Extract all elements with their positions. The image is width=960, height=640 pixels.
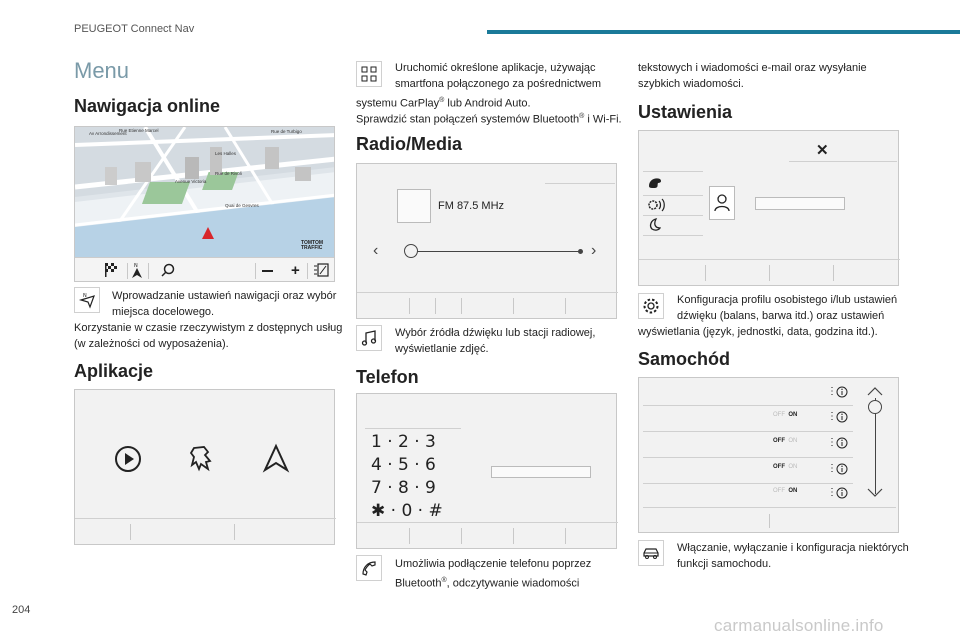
navigation-arrow-icon [78,291,96,309]
map-label: Av Arrondissement [89,131,127,136]
more-options-icon[interactable]: ⋮ [827,437,837,448]
svg-text:N: N [134,263,138,269]
search-location-icon[interactable] [161,263,175,277]
settings-screen [638,130,899,286]
watermark: carmanualsonline.info [714,616,884,635]
more-options-icon[interactable]: ⋮ [827,487,837,498]
night-mode-icon[interactable] [647,218,661,232]
info-icon[interactable] [836,463,848,475]
phone-heading: Telefon [356,367,419,387]
info-icon[interactable] [836,487,848,499]
apps-desc-line: smartfona połączonego za pośrednictwem [395,78,602,90]
gear-icon [642,297,660,315]
phone-desc-line: Bluetooth®, odczytywanie wiadomości [395,577,580,590]
profile-tile[interactable] [709,186,735,220]
phone-screen [356,393,617,549]
car-desc-line: Włączanie, wyłączanie i konfiguracja niektórych [677,542,909,554]
car-desc-line: funkcji samochodu. [677,558,772,570]
zoom-in-icon[interactable]: + [291,262,300,279]
radio-screen [356,163,617,319]
keypad-row[interactable]: ✱ · 0 · # [371,501,443,521]
feature-toggle-off[interactable]: OFF ON [773,464,798,470]
nav-desc-line: Korzystanie w czasie rzeczywistym z dostępnych usług [74,322,343,334]
next-station-icon[interactable]: › [591,242,597,259]
scrollbar-handle[interactable] [868,400,882,414]
radio-desc-line: Wybór źródła dźwięku lub stacji radiowej, [395,327,596,339]
traffic-label: TOMTOM TRAFFIC [301,240,324,251]
phone-desc-line: Umożliwia podłączenie telefonu poprzez [395,558,592,570]
radio-heading: Radio/Media [356,134,463,154]
apps-screen [74,389,335,545]
radio-desc-line: wyświetlanie zdjęć. [395,343,489,355]
header-bar [487,30,960,34]
radio-icon-box [356,325,382,351]
nav-icon-box [74,287,100,313]
apps-grid-icon [360,65,378,83]
flag-icon[interactable] [105,263,119,277]
info-icon[interactable] [836,437,848,449]
phone-icon [360,559,378,577]
scroll-down-icon[interactable] [867,488,883,498]
car-icon-box [638,540,664,566]
phone-desc-line: szybkich wiadomości. [638,78,744,90]
car-screen [638,377,899,533]
profile-name-field [755,197,845,210]
apps-icon-box [356,61,382,87]
map-label: Quai de Gesvres [225,203,259,208]
feature-toggle-off[interactable]: OFF ON [773,438,798,444]
settings-heading: Ustawienia [638,102,733,122]
map-label: Rue Etienne Marcel [119,128,159,133]
nav-desc-line: (w zależności od wyposażenia). [74,338,229,350]
map-label: Les Halles [215,151,237,156]
keypad-row[interactable]: 1 · 2 · 3 [371,432,436,452]
prev-station-icon[interactable]: ‹ [373,242,379,259]
more-options-icon[interactable]: ⋮ [827,411,837,422]
zoom-out-icon[interactable] [262,270,273,272]
phone-display-field [491,466,591,478]
android-auto-icon[interactable] [262,443,290,473]
settings-desc-line: dźwięku (balans, barwa itd.) oraz ustawień [677,310,885,322]
nav-screen [74,126,335,282]
apps-desc-line: systemu CarPlay® lub Android Auto. [356,97,531,110]
phone-icon-box [356,555,382,581]
map-menu-icon[interactable] [313,263,329,277]
apps-desc-line: Uruchomić określone aplikacje, używając [395,62,596,74]
car-heading: Samochód [638,349,731,369]
music-note-icon [360,329,378,347]
station-artwork [397,189,431,223]
nav-toolbar [75,257,335,282]
nav-map [75,127,335,257]
menu-title: Menu [74,58,130,83]
frequency-slider-handle[interactable] [404,244,418,258]
apps-desc-line: Sprawdzić stan połączeń systemów Bluetooth® i Wi-Fi. [356,113,622,126]
user-profile-icon [713,194,731,212]
play-app-icon[interactable] [114,445,142,473]
info-icon[interactable] [836,386,848,398]
nav-desc-line: miejsca docelowego. [112,306,215,318]
peugeot-lion-icon[interactable] [186,443,216,473]
feature-toggle-on[interactable]: OFF ON [773,488,798,494]
map-label: Avenue Victoria [175,179,207,184]
map-label: Rue de Turbigo [271,129,302,134]
station-frequency: FM 87.5 MHz [438,200,505,212]
keypad-row[interactable]: 7 · 8 · 9 [371,478,436,498]
more-options-icon[interactable]: ⋮ [827,386,837,397]
settings-icon-box [638,293,664,319]
sound-settings-icon[interactable] [646,197,666,213]
nav-desc-line: Wprowadzanie ustawień nawigacji oraz wybór [112,290,337,302]
phone-desc-line: tekstowych i wiadomości e-mail oraz wysyłanie [638,62,867,74]
info-icon[interactable] [836,411,848,423]
keypad-row[interactable]: 4 · 5 · 6 [371,455,436,475]
nav-heading: Nawigacja online [74,96,221,116]
compass-north-icon[interactable] [131,262,143,278]
more-options-icon[interactable]: ⋮ [827,463,837,474]
close-icon[interactable]: ✕ [816,142,829,159]
map-label: Rue de Rivoli [215,171,242,176]
scroll-up-icon[interactable] [867,386,883,396]
header-title: PEUGEOT Connect Nav [74,23,195,35]
settings-desc-line: Konfiguracja profilu osobistego i/lub ustawień [677,294,898,306]
settings-desc-line: wyświetlania (język, jednostki, data, godzina itd.). [638,326,878,338]
palette-icon[interactable] [647,176,663,190]
car-icon [642,544,660,562]
feature-toggle-on[interactable]: OFF ON [773,412,798,418]
apps-heading: Aplikacje [74,361,154,381]
svg-text:N: N [83,293,87,299]
page-number: 204 [12,604,31,616]
slider-end-dot [578,249,583,254]
